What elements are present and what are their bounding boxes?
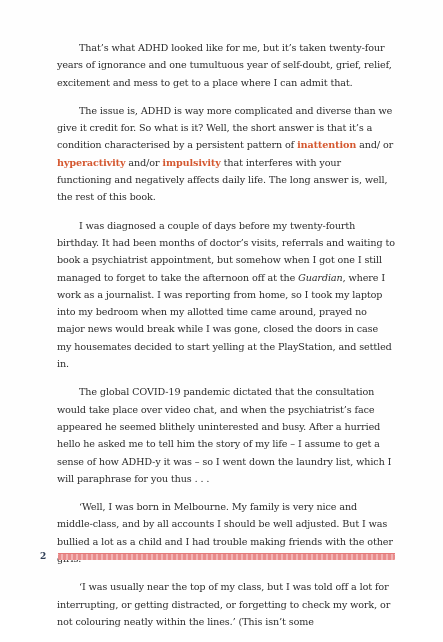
italic-text: Guardian [298, 272, 343, 284]
page-number: 2 [40, 552, 47, 562]
paragraph-1 [57, 40, 395, 92]
paragraph-2 [57, 103, 395, 207]
highlighted-term: impulsivity [162, 157, 221, 169]
text-run: ‘Well, I was born in Melbourne. My family is very nice and middle-class, and by all accounts I should be well adjusted. But I was bullied a lot as a child and I had trouble making friends with the other [57, 502, 393, 548]
footer-decorative-rule [58, 554, 395, 560]
text-run: and/or [125, 157, 163, 169]
page-footer [0, 548, 443, 568]
text-run: The issue is, ADHD is way more complicated and diverse than we give it credit for. So what is it? Well, the short answer is that it’s a condition characterised by a persistent pattern of [57, 105, 393, 152]
highlighted-term: hyperactivity [57, 157, 126, 169]
paragraph-6 [57, 579, 395, 631]
text-run: and/ or [356, 140, 394, 152]
highlighted-term: inattention [297, 140, 357, 152]
text-run: that interferes with your functioning and negatively affects daily life. The long answer is, well, the rest of this book. [57, 157, 388, 204]
text-run: The global COVID-19 pandemic dictated that the consultation would take place over video chat, and when the psychiatrist’s face appeared he seemed blithely uninterested and busy. After a hurried hello he asked me to tell him the story of my life – I assume to get a sense of how ADHD-y it was – so I went down the laundry list, which I will paraphrase for you thus . . . [57, 387, 392, 485]
text-run: ‘I was usually near the top of my class, but I was told off a lot for interrupting, or getting distracted, or forgetting to check my work, or not colouring neatly within the lines.’ (This isn’t some [57, 582, 391, 628]
paragraph-3 [57, 218, 395, 374]
text-run: I was diagnosed a couple of days before my twenty-fourth birthday. It had been months of doctor’s visits, referrals and waiting to book a psychiatrist appointment, but somehow when I got one I still managed to forget to take the afternoon off at the [57, 220, 395, 284]
text-run: , where I work as a journalist. I was reporting from home, so I took my laptop into my bedroom when my allotted time came around, prayed no major news would break while I was gone, closed the doors in case my housemates decided to start yelling at the PlayStation, and settled in. [57, 272, 392, 371]
paragraph-4 [57, 384, 395, 488]
text-run: That’s what ADHD looked like for me, but it’s taken twenty-four years of ignorance and one tumultuous year of self-doubt, grief, relief, excitement and mess to get to a place where I can admit that. [57, 43, 392, 89]
